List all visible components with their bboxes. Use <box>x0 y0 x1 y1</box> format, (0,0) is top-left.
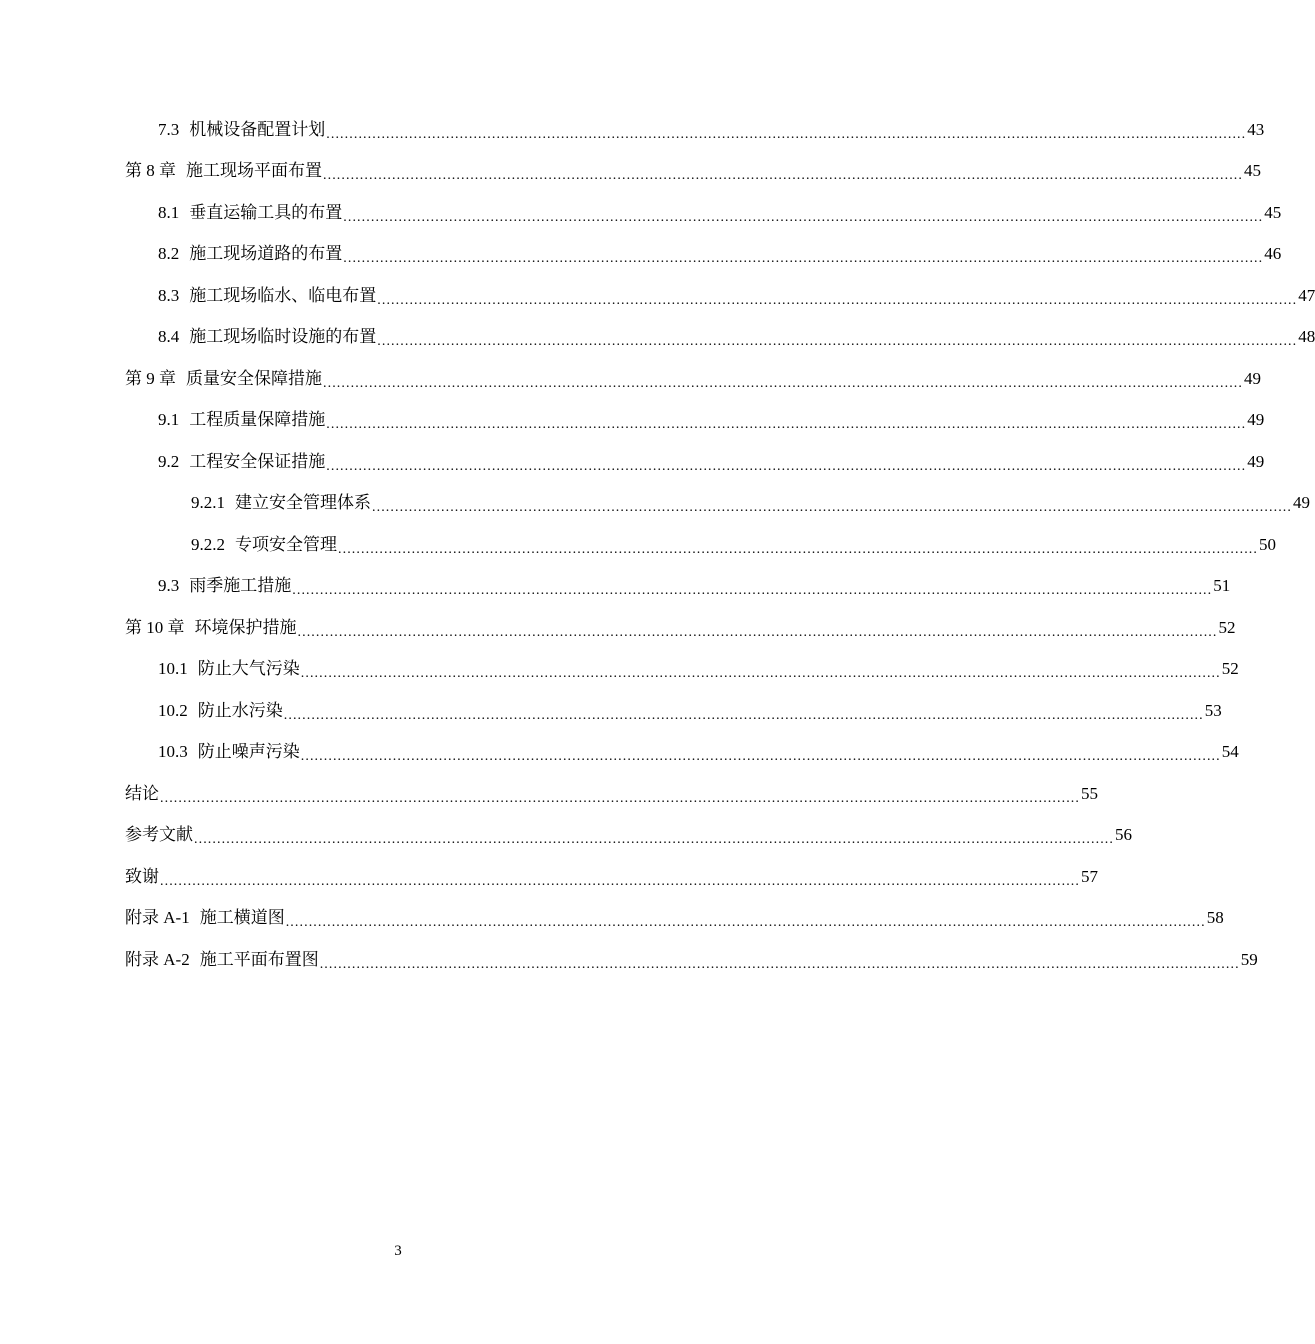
toc-leader-dots: ........................................................................................................................................................................................................ <box>300 666 1221 681</box>
toc-leader-dots: ........................................................................................................................................................................................................ <box>338 541 1258 557</box>
toc-page-number: 56 <box>1115 825 1132 845</box>
toc-entry-title: 附录 A-2 施工平面布置图 <box>125 949 319 969</box>
toc-page-number: 54 <box>1221 742 1239 762</box>
toc-leader-dots: ........................................................................................................................................................................................................ <box>300 749 1221 764</box>
toc-entry-title: 9.2 工程安全保证措施 <box>158 451 326 471</box>
toc-leader-dots: ........................................................................................................................................................................................................ <box>160 873 1080 889</box>
toc-entry[interactable] <box>0 524 1276 566</box>
toc-leader-dots: ........................................................................................................................................................................................................ <box>326 458 1247 474</box>
toc-leader-dots: ........................................................................................................................................................................................................ <box>343 251 1264 266</box>
toc-entry-title: 结论 <box>125 783 159 803</box>
toc-page-number: 58 <box>1206 908 1224 928</box>
toc-entry[interactable] <box>0 317 1315 359</box>
toc-leader-dots: ........................................................................................................................................................................................................ <box>326 417 1247 432</box>
toc-entry-title: 致谢 <box>125 866 159 886</box>
toc-leader-dots: ........................................................................................................................................................................................................ <box>372 500 1292 515</box>
toc-page-number: 53 <box>1204 700 1222 720</box>
toc-entry[interactable] <box>0 607 1236 649</box>
toc-entry[interactable] <box>0 192 1282 234</box>
toc-entry-title: 8.2 施工现场道路的布置 <box>158 244 343 264</box>
toc-entry-title: 7.3 机械设备配置计划 <box>158 119 326 139</box>
toc-entry-title: 10.2 防止水污染 <box>158 700 283 720</box>
toc-page-number: 52 <box>1221 659 1239 679</box>
toc-page-number: 55 <box>1081 783 1098 803</box>
toc-leader-dots: ........................................................................................................................................................................................................ <box>377 292 1298 308</box>
toc-leader-dots: ........................................................................................................................................................................................................ <box>292 583 1213 598</box>
toc-page-number: 57 <box>1081 866 1098 886</box>
toc-page-number: 49 <box>1244 368 1261 388</box>
toc-entry-title: 8.3 施工现场临水、临电布置 <box>158 285 377 305</box>
toc-entry[interactable] <box>0 690 1222 732</box>
toc-leader-dots: ........................................................................................................................................................................................................ <box>285 915 1206 930</box>
toc-entry[interactable] <box>0 109 1265 151</box>
toc-entry[interactable] <box>0 939 1258 981</box>
toc-entry[interactable] <box>0 815 1132 857</box>
table-of-contents <box>0 109 1315 981</box>
toc-page-number: 46 <box>1264 244 1282 264</box>
toc-entry[interactable] <box>0 441 1265 483</box>
toc-entry[interactable] <box>0 856 1098 898</box>
page-number: 3 <box>394 1243 402 1259</box>
toc-page-number: 47 <box>1298 285 1315 305</box>
toc-entry[interactable] <box>0 732 1239 774</box>
toc-entry-title: 9.2.1 建立安全管理体系 <box>191 493 371 513</box>
toc-entry-title: 参考文献 <box>125 825 193 845</box>
toc-entry-title: 8.4 施工现场临时设施的布置 <box>158 327 377 347</box>
toc-entry[interactable] <box>0 773 1098 815</box>
toc-leader-dots: ........................................................................................................................................................................................................ <box>323 375 1243 391</box>
toc-leader-dots: ........................................................................................................................................................................................................ <box>323 168 1243 183</box>
toc-entry[interactable] <box>0 898 1224 940</box>
toc-leader-dots: ........................................................................................................................................................................................................ <box>283 707 1204 723</box>
toc-entry[interactable] <box>0 151 1261 193</box>
toc-entry-title: 第 10 章 环境保护措施 <box>125 617 297 637</box>
toc-entry-title: 第 8 章 施工现场平面布置 <box>125 161 322 181</box>
toc-entry[interactable] <box>0 275 1315 317</box>
toc-page-number: 50 <box>1259 534 1276 554</box>
toc-page-number: 59 <box>1240 949 1258 969</box>
toc-entry-title: 9.1 工程质量保障措施 <box>158 410 326 430</box>
toc-leader-dots: ........................................................................................................................................................................................................ <box>194 832 1114 847</box>
toc-entry-title: 9.3 雨季施工措施 <box>158 576 292 596</box>
toc-page-number: 45 <box>1264 202 1282 222</box>
toc-leader-dots: ........................................................................................................................................................................................................ <box>377 334 1298 349</box>
toc-entry[interactable] <box>0 566 1231 608</box>
toc-leader-dots: ........................................................................................................................................................................................................ <box>319 956 1240 972</box>
toc-leader-dots: ........................................................................................................................................................................................................ <box>326 126 1247 142</box>
toc-entry[interactable] <box>0 358 1261 400</box>
toc-leader-dots: ........................................................................................................................................................................................................ <box>343 209 1264 225</box>
toc-entry[interactable] <box>0 400 1265 442</box>
toc-entry-title: 第 9 章 质量安全保障措施 <box>125 368 322 388</box>
toc-leader-dots: ........................................................................................................................................................................................................ <box>160 790 1080 806</box>
toc-page-number: 49 <box>1247 451 1265 471</box>
toc-leader-dots: ........................................................................................................................................................................................................ <box>297 624 1218 640</box>
toc-entry[interactable] <box>0 483 1310 525</box>
toc-entry-title: 10.3 防止噪声污染 <box>158 742 300 762</box>
toc-entry-title: 附录 A-1 施工横道图 <box>125 908 285 928</box>
toc-page-number: 45 <box>1244 161 1261 181</box>
toc-page-number: 48 <box>1298 327 1315 347</box>
toc-entry[interactable] <box>0 234 1282 276</box>
toc-page-number: 49 <box>1293 493 1310 513</box>
toc-page-number: 43 <box>1247 119 1265 139</box>
toc-page-number: 49 <box>1247 410 1265 430</box>
toc-entry-title: 10.1 防止大气污染 <box>158 659 300 679</box>
toc-page-number: 51 <box>1213 576 1231 596</box>
toc-entry[interactable] <box>0 649 1239 691</box>
toc-entry-title: 9.2.2 专项安全管理 <box>191 534 337 554</box>
toc-entry-title: 8.1 垂直运输工具的布置 <box>158 202 343 222</box>
toc-page-number: 52 <box>1218 617 1236 637</box>
